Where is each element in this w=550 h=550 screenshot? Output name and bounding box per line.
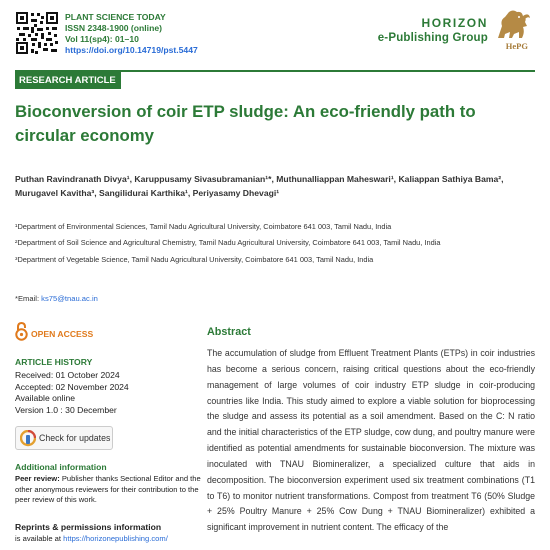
journal-issn: ISSN 2348-1900 (online) bbox=[65, 23, 162, 33]
reprints-note bbox=[15, 534, 205, 545]
corresponding-email bbox=[15, 294, 98, 303]
affiliation-1: ¹Department of Environmental Sciences, Tamil Nadu Agricultural University, Coimbatore 641 003, Tamil Nadu, India bbox=[15, 222, 392, 231]
affiliation-3: ³Department of Vegetable Science, Tamil Nadu Agricultural University, Coimbatore 641 003, Tamil Nadu, India bbox=[15, 255, 374, 264]
publisher-line1: HORIZON bbox=[421, 16, 488, 30]
additional-info-heading: Additional information bbox=[15, 462, 107, 472]
journal-name: PLANT SCIENCE TODAY bbox=[65, 12, 166, 22]
open-access-text: OPEN ACCESS bbox=[31, 329, 94, 339]
reprints-link[interactable]: https://horizonepublishing.com/ bbox=[63, 534, 168, 543]
history-available: Available online bbox=[15, 393, 76, 404]
open-access-lock-icon bbox=[15, 322, 28, 341]
journal-volume: Vol 11(sp4): 01–10 bbox=[65, 34, 139, 44]
article-history bbox=[15, 370, 129, 416]
article-type-badge: RESEARCH ARTICLE bbox=[15, 72, 121, 89]
publisher-line2: e-Publishing Group bbox=[377, 32, 488, 44]
check-for-updates-button[interactable] bbox=[15, 426, 113, 450]
article-title: Bioconversion of coir ETP sludge: An eco-friendly path to circular economy bbox=[15, 102, 476, 145]
check-updates-icon bbox=[20, 430, 36, 447]
history-version: Version 1.0 : 30 December bbox=[15, 404, 117, 415]
article-history-heading: ARTICLE HISTORY bbox=[15, 357, 93, 367]
peer-review-text: Publisher thanks Sectional Editor and the other anonymous reviewers for their contribution to the peer review of this work. bbox=[15, 474, 201, 504]
journal-info bbox=[65, 12, 198, 56]
email-label: *Email: bbox=[15, 294, 42, 303]
journal-doi-link[interactable]: https://doi.org/10.14719/pst.5447 bbox=[65, 45, 198, 55]
abstract-heading: Abstract bbox=[207, 326, 251, 338]
email-link[interactable]: ks75@tnau.ac.in bbox=[41, 294, 98, 303]
peer-review-note bbox=[15, 474, 201, 506]
publisher-logo-text: HePG bbox=[505, 41, 528, 51]
reprints-text: is available at bbox=[15, 534, 64, 543]
author-list: Puthan Ravindranath Divya¹, Karuppusamy Sivasubramanian¹*, Muthunalliappan Maheswari¹, Kaliappan Sathiya Bama², Murugavel Kavitha³, Sangilidurai Karthika¹, Periyasamy Dhevagi¹ bbox=[15, 174, 504, 198]
qr-code-icon bbox=[15, 11, 59, 55]
abstract-body: The accumulation of sludge from Effluent Treatment Plants (ETPs) in coir industries has become a serious concern, raising critical questions about the eco-friendly management of large volumes of coir industry ETP sludge in coir-producing countries like India. This study aimed to explore a viable solution for bioprocessing the sludge and assess its potential as a soil amendment. Based on the C: N ratio and the initial characteristics of the ETP sludge, cow dung, and poultry manure were identified as potential amendments for sustainable bioconversion. The mixture was inoculated with TNAU Biomineralizer, a specialized culture that aids in decomposition. The bioconversion experiment used six treatment combinations (T1 to T6) to monitor nutrient transformations. Compost from treatment T6 (50% Sludge + 25% Poultry Manure + 25% Cow Dung + TNAU Biomineralizer) exhibited a significant improvement in nutrient content. The efficacy of the bbox=[207, 348, 535, 533]
affiliation-2: ²Department of Soil Science and Agricultural Chemistry, Tamil Nadu Agricultural University, Coimbatore 641 003, Tamil Nadu, India bbox=[15, 238, 441, 247]
history-accepted: Accepted: 02 November 2024 bbox=[15, 381, 129, 392]
peer-review-label: Peer review: bbox=[15, 474, 60, 483]
reprints-heading: Reprints & permissions information bbox=[15, 522, 162, 532]
history-received: Received: 01 October 2024 bbox=[15, 370, 120, 380]
check-updates-label: Check for updates bbox=[39, 433, 111, 443]
publisher-name bbox=[378, 16, 488, 46]
